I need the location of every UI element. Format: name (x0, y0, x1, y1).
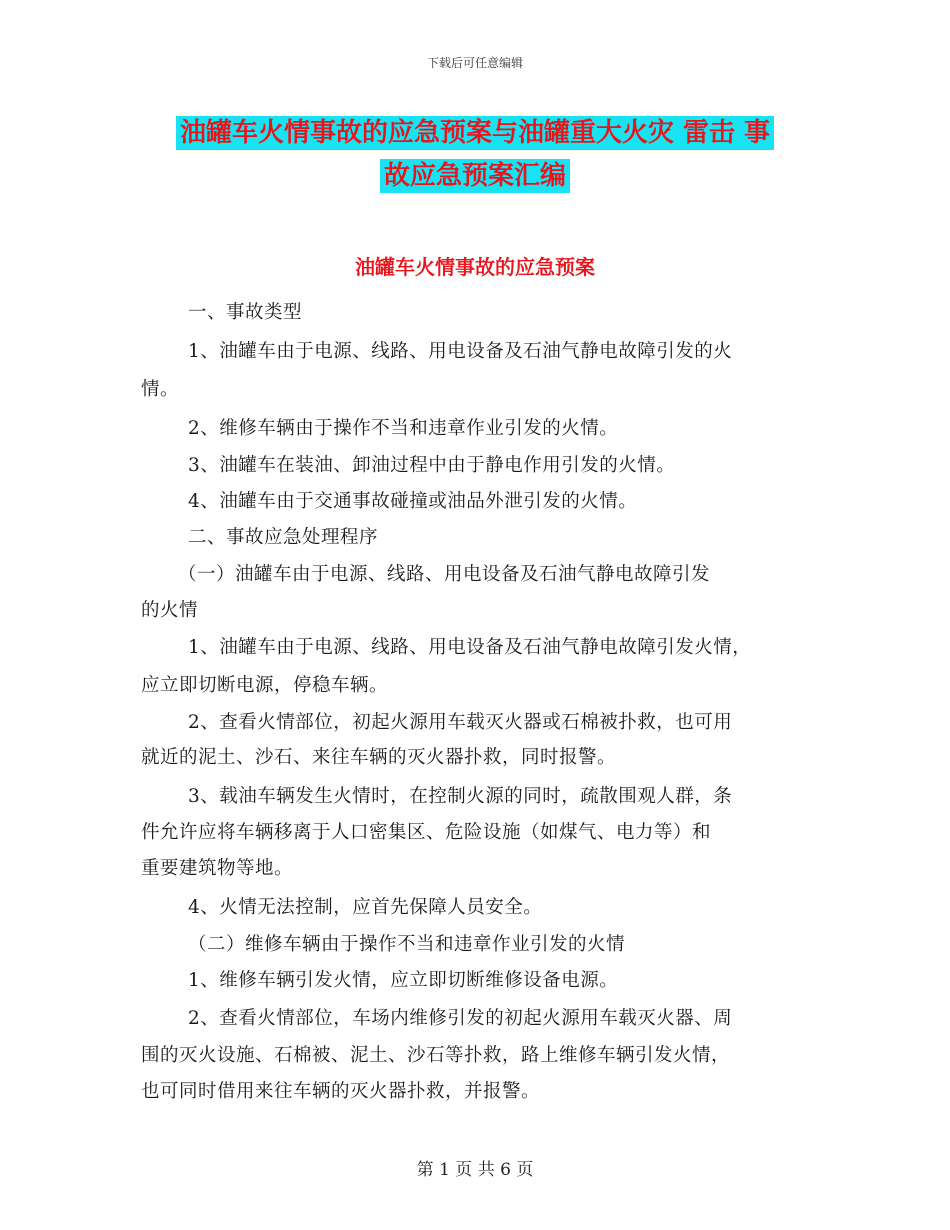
body-line: 3、油罐车在装油、卸油过程中由于静电作用引发的火情。 (188, 455, 676, 476)
body-line: 2、查看火情部位，初起火源用车载灭火器或石棉被扑救，也可用 (188, 712, 733, 733)
body-line: 1、油罐车由于电源、线路、用电设备及石油气静电故障引发的火 (188, 341, 733, 362)
body-line: 4、油罐车由于交通事故碰撞或油品外泄引发的火情。 (188, 491, 638, 512)
body-line: 重要建筑物等地。 (141, 858, 294, 879)
body-line: 情。 (141, 379, 180, 400)
body-line: 2、维修车辆由于操作不当和违章作业引发的火情。 (188, 418, 619, 439)
page-footer: 第 1 页 共 6 页 (416, 1160, 534, 1180)
body-line: （二）维修车辆由于操作不当和违章作业引发的火情 (188, 934, 626, 955)
body-line: 应立即切断电源，停稳车辆。 (141, 675, 389, 696)
body-line: 件允许应将车辆移离于人口密集区、危险设施（如煤气、电力等）和 (141, 822, 712, 843)
document-title-line-1: 油罐车火情事故的应急预案与油罐重大火灾 雷击 事 (0, 112, 950, 149)
body-line: 1、维修车辆引发火情，应立即切断维修设备电源。 (188, 970, 619, 991)
body-line: 就近的泥土、沙石、来往车辆的灭火器扑救，同时报警。 (141, 747, 617, 768)
body-line: 4、火情无法控制，应首先保障人员安全。 (188, 897, 543, 918)
body-line: 1、油罐车由于电源、线路、用电设备及石油气静电故障引发火情， (188, 637, 752, 658)
body-line: 围的灭火设施、石棉被、泥土、沙石等扑救，路上维修车辆引发火情， (141, 1045, 731, 1066)
body-line: 也可同时借用来往车辆的灭火器扑救，并报警。 (141, 1081, 541, 1102)
body-line: 一、事故类型 (188, 302, 303, 323)
document-title-line-2: 故应急预案汇编 (0, 155, 950, 192)
body-line: 二、事故应急处理程序 (188, 527, 379, 548)
body-line: 的火情 (141, 600, 199, 621)
section-title: 油罐车火情事故的应急预案 (355, 255, 595, 279)
body-line: （一）油罐车由于电源、线路、用电设备及石油气静电故障引发 (178, 564, 711, 585)
body-line: 3、载油车辆发生火情时，在控制火源的同时，疏散围观人群，条 (188, 786, 733, 807)
body-line: 2、查看火情部位，车场内维修引发的初起火源用车载灭火器、周 (188, 1008, 733, 1029)
header-note: 下载后可任意编辑 (426, 56, 523, 70)
